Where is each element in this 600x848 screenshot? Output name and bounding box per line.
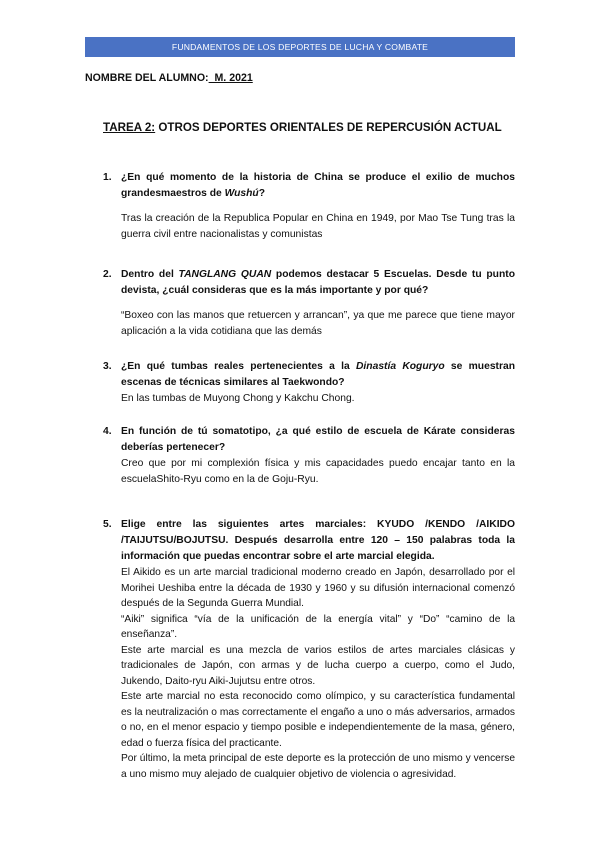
question-number: 2. [103, 269, 112, 280]
question-text: ¿En qué momento de la historia de China se produce el exilio de muchos grandesmaestros de Wushú? [121, 172, 515, 199]
question-5 [103, 517, 515, 782]
question-number: 4. [103, 426, 112, 437]
answer-paragraph: El Aikido es un arte marcial tradicional moderno creado en Japón, desarrollado por el Morihei Ueshiba entre la década de 1930 y 1960 y su difusión internacional comenzó después de la Segunda Guerra Mundial. [121, 567, 515, 609]
task-heading: OTROS DEPORTES ORIENTALES DE REPERCUSIÓN ACTUAL [155, 121, 502, 134]
question-4 [103, 424, 515, 488]
task-label: TAREA 2: [103, 121, 156, 134]
student-name-line [85, 72, 253, 84]
question-text: En función de tú somatotipo, ¿a qué estilo de escuela de Kárate consideras deberías pertenecer? [121, 426, 515, 453]
header-title: FUNDAMENTOS DE LOS DEPORTES DE LUCHA Y COMBATE [171, 42, 429, 52]
answer-paragraph: Por último, la meta principal de este deporte es la protección de uno mismo y vencerse a uno mismo muy alejado de cualquier objetivo de violencia o agresividad. [121, 753, 515, 780]
task-title [103, 121, 502, 134]
answer-text: En las tumbas de Muyong Chong y Kakchu Chong. [121, 393, 355, 404]
student-name-value: M. 2021 [208, 72, 253, 84]
question-number: 1. [103, 172, 112, 183]
question-3 [103, 359, 515, 407]
answer-paragraph: Este arte marcial no esta reconocido como olímpico, y su característica fundamental es la neutralización o mas correctamente el engaño a uno o más adversarios, armados o no, en el menor espacio y tiempo posible e independientemente de la masa, género, edad o fuerza física del practicante. [121, 691, 515, 749]
question-text: Dentro del TANGLANG QUAN podemos destacar 5 Escuelas. Desde tu punto devista, ¿cuál consideras que es la más importante y por qué? [121, 269, 515, 296]
answer-text: “Boxeo con las manos que retuercen y arrancan”, ya que me parece que tiene mayor aplicación a la vida cotidiana que las demás [121, 310, 515, 337]
document-header-bar [85, 37, 515, 57]
question-1 [103, 170, 515, 243]
question-number: 3. [103, 361, 112, 372]
answer-text: Tras la creación de la Republica Popular en China en 1949, por Mao Tse Tung tras la guerra civil entre nacionalistas y comunistas [121, 213, 515, 240]
student-name-label: NOMBRE DEL ALUMNO: [85, 72, 209, 84]
answer-text: Creo que por mi complexión física y mis capacidades puedo encajar tanto en la escuelaShito-Ryu como en la de Goju-Ryu. [121, 458, 515, 485]
question-2 [103, 267, 515, 340]
question-text: Elige entre las siguientes artes marciales: KYUDO /KENDO /AIKIDO /TAIJUTSU/BOJUTSU. Después desarrolla entre 120 – 150 palabras toda la información que puedas encontrar sobre el arte marcial elegida. [121, 519, 515, 562]
question-text: ¿En qué tumbas reales pertenecientes a la Dinastía Koguryo se muestran escenas de técnicas similares al Taekwondo? [121, 361, 515, 388]
answer-paragraph: Este arte marcial es una mezcla de varios estilos de artes marciales clásicas y tradicionales de Japón, con armas y de lucha cuerpo a cuerpo, como el Judo, Jukendo, Daito-ryu Aiki-Jujutsu entre otros. [121, 644, 515, 687]
answer-paragraph: “Aiki” significa “vía de la unificación de la energía vital” y “Do” “camino de la enseñanza”. [121, 613, 515, 640]
question-number: 5. [103, 519, 112, 530]
